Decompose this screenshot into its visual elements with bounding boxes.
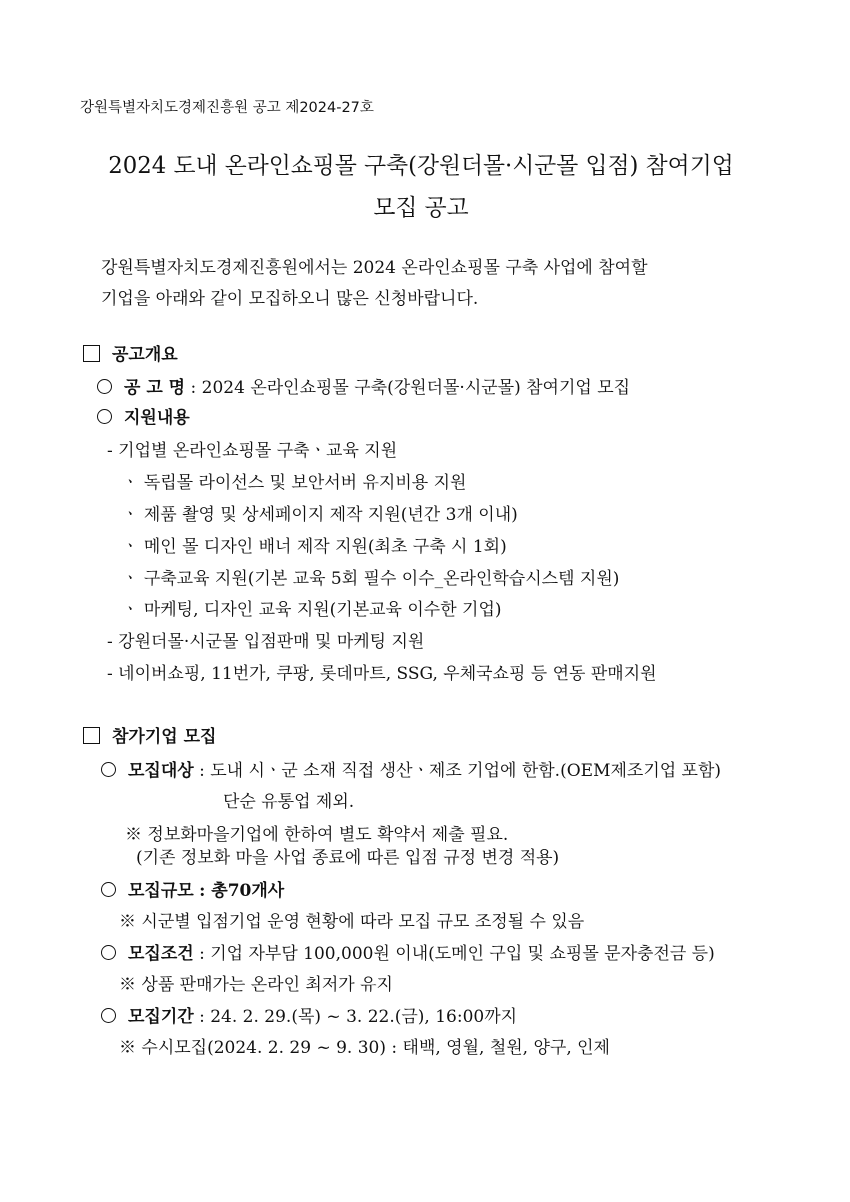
intro-paragraph-line-1: 강원특별자치도경제진흥원에서는 2024 온라인쇼핑몰 구축 사업에 참여할 bbox=[101, 258, 648, 278]
notice-number: 강원특별자치도경제진흥원 공고 제2024-27호 bbox=[80, 100, 374, 116]
item-value: : 총70개사 bbox=[199, 881, 285, 901]
section-heading-overview bbox=[83, 343, 178, 367]
recruit-target-exclusion: 단순 유통업 제외. bbox=[223, 792, 355, 812]
item-value: : 기업 자부담 100,000원 이내(도메인 구입 및 쇼핑몰 문자충전금 등) bbox=[199, 944, 715, 964]
recruit-target-note-detail: (기존 정보화 마을 사업 종료에 따른 입점 규정 변경 적용) bbox=[136, 848, 560, 868]
support-list-item: ㆍ 제품 촬영 및 상세페이지 제작 지원(년간 3개 이내) bbox=[122, 505, 518, 525]
item-label: 공 고 명 bbox=[124, 378, 186, 398]
recruit-item-scale bbox=[101, 879, 284, 903]
square-bullet-icon bbox=[83, 345, 100, 362]
page-title-line-2: 모집 공고 bbox=[373, 195, 469, 221]
circle-bullet-icon bbox=[101, 1008, 116, 1023]
item-value: : 도내 시ㆍ군 소재 직접 생산ㆍ제조 기업에 한함.(OEM제조기업 포함) bbox=[199, 761, 722, 781]
recruit-item-target bbox=[101, 759, 721, 783]
circle-bullet-icon bbox=[97, 409, 112, 424]
recruit-scale-note: ※ 시군별 입점기업 운영 현황에 따라 모집 규모 조정될 수 있음 bbox=[119, 912, 585, 932]
support-list-item: ㆍ 마케팅, 디자인 교육 지원(기본교육 이수한 기업) bbox=[122, 600, 502, 620]
section-heading-recruitment bbox=[83, 725, 216, 749]
item-label: 모집조건 bbox=[128, 944, 194, 964]
support-list-item: - 강원더몰·시군몰 입점판매 및 마케팅 지원 bbox=[107, 632, 425, 652]
item-value: : 24. 2. 29.(목) ~ 3. 22.(금), 16:00까지 bbox=[199, 1007, 518, 1027]
recruit-condition-note: ※ 상품 판매가는 온라인 최저가 유지 bbox=[119, 975, 393, 995]
circle-bullet-icon bbox=[101, 882, 116, 897]
square-bullet-icon bbox=[83, 727, 100, 744]
section-heading-label: 공고개요 bbox=[112, 345, 178, 365]
item-value: : 2024 온라인쇼핑몰 구축(강원더몰·시군몰) 참여기업 모집 bbox=[190, 378, 631, 398]
support-list-item: - 네이버쇼핑, 11번가, 쿠팡, 롯데마트, SSG, 우체국쇼핑 등 연동 판매지원 bbox=[107, 664, 657, 684]
support-list-item: ㆍ 독립몰 라이선스 및 보안서버 유지비용 지원 bbox=[122, 473, 467, 493]
circle-bullet-icon bbox=[101, 945, 116, 960]
overview-item-notice-name bbox=[97, 376, 630, 400]
page-title: 2024 도내 온라인쇼핑몰 구축(강원더몰·시군몰 입점) 참여기업 bbox=[108, 153, 734, 179]
recruit-period-note: ※ 수시모집(2024. 2. 29 ~ 9. 30) : 태백, 영월, 철원, 양구, 인제 bbox=[119, 1038, 610, 1058]
recruit-item-condition bbox=[101, 942, 715, 966]
recruit-item-period bbox=[101, 1005, 517, 1029]
circle-bullet-icon bbox=[97, 379, 112, 394]
item-label: 모집기간 bbox=[128, 1007, 194, 1027]
item-label: 지원내용 bbox=[124, 408, 190, 428]
recruit-target-note: ※ 정보화마을기업에 한하여 별도 확약서 제출 필요. bbox=[125, 825, 509, 845]
support-list-item: ㆍ 구축교육 지원(기본 교육 5회 필수 이수_온라인학습시스템 지원) bbox=[122, 569, 620, 589]
support-list-item: ㆍ 메인 몰 디자인 배너 제작 지원(최초 구축 시 1회) bbox=[122, 537, 507, 557]
overview-item-support bbox=[97, 406, 190, 430]
section-heading-label: 참가기업 모집 bbox=[112, 727, 217, 747]
support-list-item: - 기업별 온라인쇼핑몰 구축ㆍ교육 지원 bbox=[107, 441, 398, 461]
intro-paragraph-line-2: 기업을 아래와 같이 모집하오니 많은 신청바랍니다. bbox=[101, 289, 479, 309]
circle-bullet-icon bbox=[101, 762, 116, 777]
item-label: 모집대상 bbox=[128, 761, 194, 781]
item-label: 모집규모 bbox=[128, 881, 194, 901]
